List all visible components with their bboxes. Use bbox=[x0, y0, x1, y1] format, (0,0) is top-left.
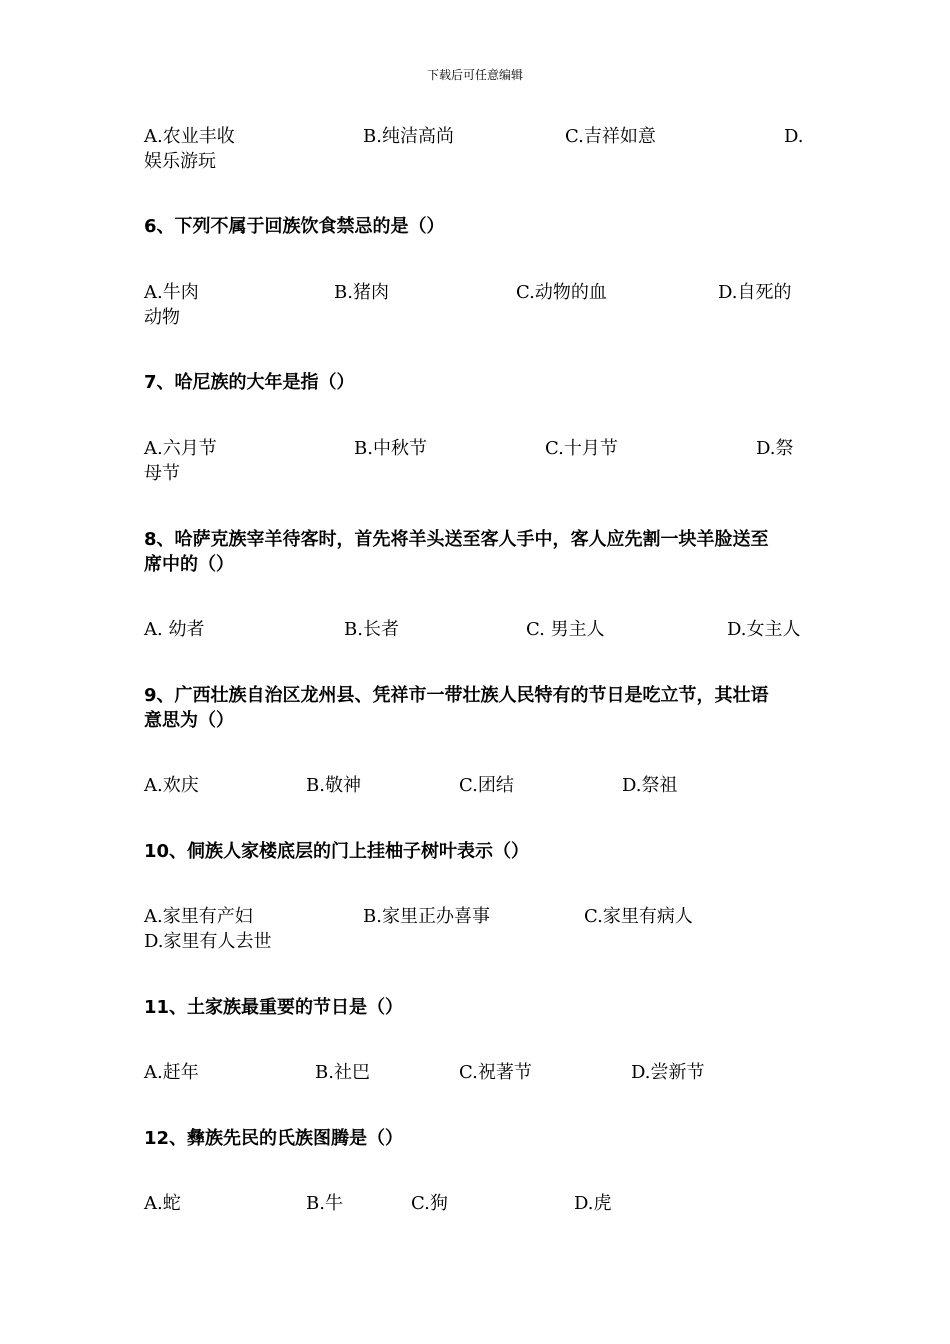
q8-option-a: A. 幼者 bbox=[144, 619, 205, 640]
q10-option-c: C.家里有病人 bbox=[584, 906, 693, 927]
q7-option-b: B.中秋节 bbox=[354, 438, 427, 459]
q5-option-d: D. bbox=[784, 126, 804, 147]
q11-options-row bbox=[144, 1060, 806, 1086]
q11-question: 11、土家族最重要的节日是（） bbox=[144, 997, 404, 1018]
q8-option-b: B.长者 bbox=[344, 619, 399, 640]
q10-options-row bbox=[144, 904, 806, 930]
q6-option-c: C.动物的血 bbox=[516, 282, 607, 303]
q7-option-a: A.六月节 bbox=[144, 438, 217, 459]
q9-option-c: C.团结 bbox=[459, 775, 514, 796]
q7-question: 7、哈尼族的大年是指（） bbox=[144, 372, 355, 393]
q8-option-c: C. 男主人 bbox=[526, 619, 605, 640]
q7-option-d: D.祭 bbox=[756, 438, 794, 459]
q7-option-c: C.十月节 bbox=[545, 438, 618, 459]
q5-options-row bbox=[144, 124, 806, 150]
q8-question-line-1: 8、哈萨克族宰羊待客时，首先将羊头送至客人手中，客人应先割一块羊脸送至 bbox=[144, 529, 769, 550]
q8-options-row bbox=[144, 617, 806, 643]
q12-question: 12、彝族先民的氏族图腾是（） bbox=[144, 1128, 404, 1149]
q12-options-row bbox=[144, 1191, 806, 1217]
q7-option-d-wrap: 母节 bbox=[144, 463, 180, 484]
q9-option-d: D.祭祖 bbox=[622, 775, 678, 796]
q6-option-d-wrap: 动物 bbox=[144, 307, 180, 328]
q10-option-b: B.家里正办喜事 bbox=[363, 906, 490, 927]
q5-option-c: C.吉祥如意 bbox=[565, 126, 656, 147]
q5-option-a: A.农业丰收 bbox=[144, 126, 235, 147]
q12-option-d: D.虎 bbox=[574, 1193, 612, 1214]
q9-option-b: B.敬神 bbox=[306, 775, 361, 796]
q10-option-a: A.家里有产妇 bbox=[144, 906, 253, 927]
q6-options-row bbox=[144, 280, 806, 306]
q9-options-row bbox=[144, 773, 806, 799]
q11-option-a: A.赶年 bbox=[144, 1062, 199, 1083]
q11-option-c: C.祝著节 bbox=[459, 1062, 532, 1083]
q10-question: 10、侗族人家楼底层的门上挂柚子树叶表示（） bbox=[144, 841, 530, 862]
q9-option-a: A.欢庆 bbox=[144, 775, 199, 796]
q6-question: 6、下列不属于回族饮食禁忌的是（） bbox=[144, 216, 445, 237]
q5-option-d-wrap: 娱乐游玩 bbox=[144, 151, 216, 172]
q9-question-line-1: 9、广西壮族自治区龙州县、凭祥市一带壮族人民特有的节日是吃立节，其壮语 bbox=[144, 685, 769, 706]
q12-option-c: C.狗 bbox=[411, 1193, 448, 1214]
q12-option-a: A.蛇 bbox=[144, 1193, 181, 1214]
q11-option-b: B.社巴 bbox=[315, 1062, 370, 1083]
q6-option-b: B.猪肉 bbox=[334, 282, 389, 303]
q5-option-b: B.纯洁高尚 bbox=[363, 126, 454, 147]
q6-option-a: A.牛肉 bbox=[144, 282, 199, 303]
q7-options-row bbox=[144, 436, 806, 462]
q10-option-d: D.家里有人去世 bbox=[144, 931, 272, 952]
q6-option-d: D.自死的 bbox=[718, 282, 792, 303]
q12-option-b: B.牛 bbox=[306, 1193, 343, 1214]
q8-option-d: D.女主人 bbox=[727, 619, 801, 640]
page-header: 下载后可任意编辑 bbox=[426, 68, 523, 82]
q9-question-line-2: 意思为（） bbox=[144, 710, 234, 731]
q8-question-line-2: 席中的（） bbox=[144, 554, 234, 575]
q11-option-d: D.尝新节 bbox=[631, 1062, 705, 1083]
